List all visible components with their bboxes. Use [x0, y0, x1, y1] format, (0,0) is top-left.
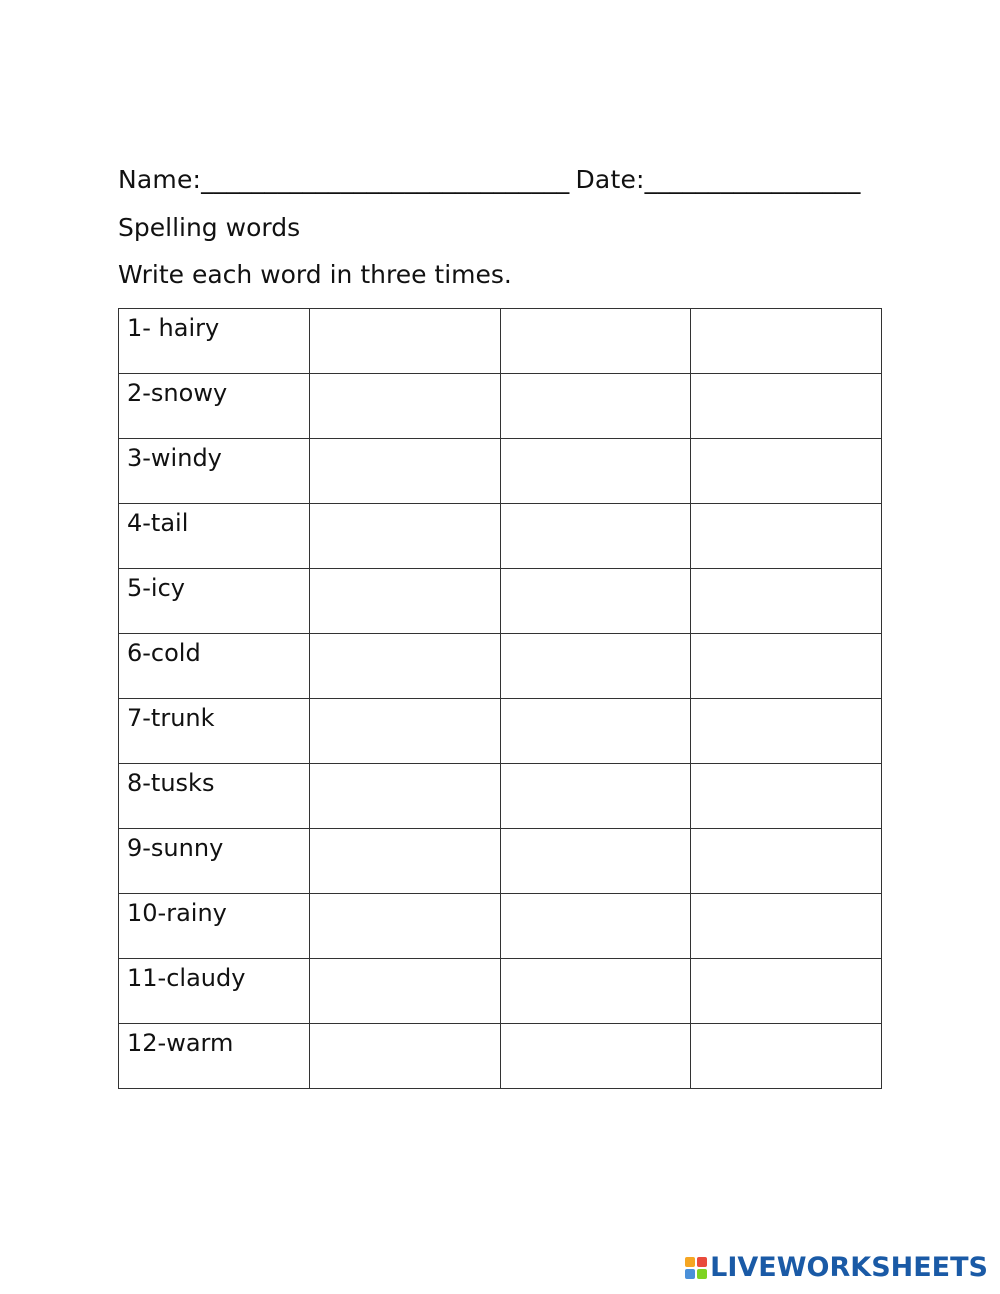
practice-cell[interactable]	[691, 634, 882, 699]
word-cell	[119, 504, 310, 569]
liveworksheets-brand	[685, 1252, 988, 1283]
date-field-label: Date:_________________	[575, 165, 861, 194]
practice-cell[interactable]	[500, 829, 691, 894]
word-cell	[119, 764, 310, 829]
spelling-practice-table	[118, 308, 882, 1089]
table-row	[119, 504, 882, 569]
liveworksheets-logo-icon	[685, 1257, 707, 1279]
practice-cell[interactable]	[691, 764, 882, 829]
table-row	[119, 894, 882, 959]
table-row	[119, 959, 882, 1024]
table-row	[119, 699, 882, 764]
practice-cell[interactable]	[691, 374, 882, 439]
practice-cell[interactable]	[309, 1024, 500, 1089]
practice-cell[interactable]	[309, 634, 500, 699]
practice-cell[interactable]	[691, 959, 882, 1024]
logo-square	[697, 1257, 707, 1267]
practice-cell[interactable]	[691, 894, 882, 959]
practice-cell[interactable]	[309, 374, 500, 439]
spelling-word: 3-windy	[127, 444, 222, 472]
worksheet-subtitle: Spelling words	[118, 213, 301, 242]
word-cell	[119, 439, 310, 504]
table-row	[119, 829, 882, 894]
spelling-word: 11-claudy	[127, 964, 246, 992]
practice-cell[interactable]	[309, 699, 500, 764]
logo-square	[685, 1257, 695, 1267]
practice-cell[interactable]	[500, 634, 691, 699]
table-row	[119, 634, 882, 699]
practice-cell[interactable]	[691, 439, 882, 504]
practice-cell[interactable]	[500, 764, 691, 829]
practice-cell[interactable]	[500, 894, 691, 959]
practice-cell[interactable]	[309, 829, 500, 894]
logo-square	[697, 1269, 707, 1279]
practice-cell[interactable]	[309, 309, 500, 374]
table-row	[119, 569, 882, 634]
practice-cell[interactable]	[500, 699, 691, 764]
word-cell	[119, 374, 310, 439]
practice-cell[interactable]	[309, 959, 500, 1024]
practice-cell[interactable]	[691, 1024, 882, 1089]
logo-square	[685, 1269, 695, 1279]
practice-cell[interactable]	[500, 504, 691, 569]
word-cell	[119, 1024, 310, 1089]
practice-cell[interactable]	[691, 699, 882, 764]
word-cell	[119, 959, 310, 1024]
practice-cell[interactable]	[309, 439, 500, 504]
practice-cell[interactable]	[691, 309, 882, 374]
brand-name: LIVEWORKSHEETS	[710, 1252, 988, 1283]
practice-cell[interactable]	[500, 569, 691, 634]
worksheet-instruction: Write each word in three times.	[118, 260, 512, 289]
table-row	[119, 439, 882, 504]
spelling-word: 10-rainy	[127, 899, 227, 927]
practice-cell[interactable]	[309, 569, 500, 634]
spelling-word: 7-trunk	[127, 704, 215, 732]
name-date-line	[118, 165, 861, 194]
practice-cell[interactable]	[309, 894, 500, 959]
table-row	[119, 374, 882, 439]
word-cell	[119, 634, 310, 699]
word-cell	[119, 569, 310, 634]
spelling-word: 6-cold	[127, 639, 201, 667]
name-field-label: Name:_____________________________	[118, 165, 570, 194]
practice-cell[interactable]	[500, 439, 691, 504]
spelling-word: 12-warm	[127, 1029, 234, 1057]
practice-cell[interactable]	[309, 764, 500, 829]
practice-cell[interactable]	[500, 374, 691, 439]
practice-cell[interactable]	[500, 959, 691, 1024]
practice-cell[interactable]	[691, 829, 882, 894]
practice-cell[interactable]	[691, 504, 882, 569]
spelling-word: 2-snowy	[127, 379, 228, 407]
word-cell	[119, 699, 310, 764]
practice-cell[interactable]	[500, 1024, 691, 1089]
spelling-word: 1- hairy	[127, 314, 220, 342]
word-cell	[119, 309, 310, 374]
spelling-word: 5-icy	[127, 574, 185, 602]
practice-cell[interactable]	[500, 309, 691, 374]
practice-cell[interactable]	[691, 569, 882, 634]
spelling-word: 8-tusks	[127, 769, 215, 797]
word-cell	[119, 829, 310, 894]
spelling-word: 9-sunny	[127, 834, 224, 862]
table-row	[119, 1024, 882, 1089]
word-cell	[119, 894, 310, 959]
table-row	[119, 309, 882, 374]
table-row	[119, 764, 882, 829]
spelling-word: 4-tail	[127, 509, 189, 537]
practice-cell[interactable]	[309, 504, 500, 569]
